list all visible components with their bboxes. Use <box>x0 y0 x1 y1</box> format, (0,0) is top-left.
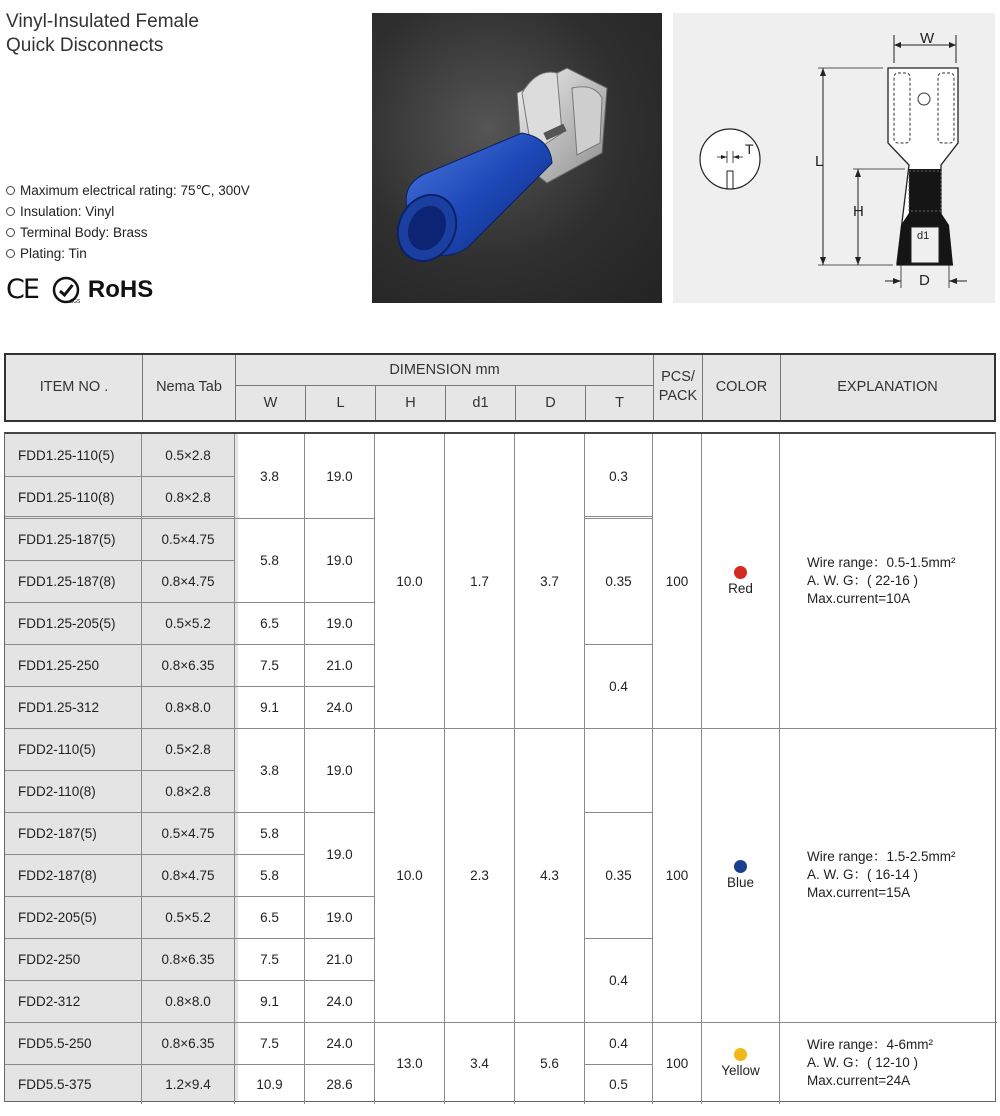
dim-w-cell: 7.5 <box>260 1035 279 1051</box>
l-label: L <box>815 153 824 170</box>
bullet-icon <box>6 228 15 237</box>
nema-tab-cell: 0.8×6.35 <box>161 657 215 673</box>
color-dot-icon <box>734 1048 747 1061</box>
title-line-1: Vinyl-Insulated Female <box>6 11 199 32</box>
w-label: W <box>920 30 935 47</box>
color-name: Yellow <box>721 1063 760 1078</box>
header-explanation: EXPLANATION <box>837 379 938 395</box>
dim-d-cell: 4.3 <box>540 867 559 883</box>
header-nema: Nema Tab <box>156 379 222 395</box>
dim-d1-cell: 2.3 <box>470 867 489 883</box>
pcs-pack-cell: 100 <box>665 573 689 589</box>
dim-l-cell: 19.0 <box>326 468 353 484</box>
nema-tab-cell: 0.8×2.8 <box>165 489 211 505</box>
t-label: T <box>745 141 754 157</box>
item-number-cell: FDD2-110(8) <box>18 783 96 799</box>
dim-d-cell: 5.6 <box>540 1055 559 1071</box>
nema-tab-cell: 0.5×5.2 <box>165 909 211 925</box>
dim-w-cell: 10.9 <box>256 1076 283 1092</box>
item-number-cell: FDD2-187(8) <box>18 867 97 883</box>
dim-l-cell: 19.0 <box>326 552 353 568</box>
header-t: T <box>615 394 624 411</box>
dim-h-cell: 13.0 <box>396 1055 423 1071</box>
color-dot-icon <box>734 566 747 579</box>
rohs-mark: RoHS <box>87 275 154 303</box>
product-table <box>4 353 996 1092</box>
dim-l-cell: 19.0 <box>326 909 353 925</box>
dim-t-cell: 0.5 <box>609 1076 628 1092</box>
item-number-cell: FDD1.25-187(5) <box>18 531 116 547</box>
dim-l-cell: 24.0 <box>326 1035 353 1051</box>
color-cell <box>702 1022 779 1104</box>
header-d: D <box>545 394 556 411</box>
svg-text:SGS: SGS <box>69 298 80 304</box>
dim-t-cell: 0.35 <box>605 867 632 883</box>
color-name: Red <box>728 581 753 596</box>
header-w: W <box>263 394 278 411</box>
terminal-illustration <box>372 13 662 303</box>
item-number-cell: FDD2-312 <box>18 993 81 1009</box>
dim-d-cell: 3.7 <box>540 573 559 589</box>
color-cell <box>702 434 779 728</box>
dim-w-cell: 6.5 <box>260 615 279 631</box>
dim-t-cell: 0.35 <box>605 573 632 589</box>
header-dimension: DIMENSION mm <box>389 361 500 378</box>
d1-label: d1 <box>917 230 930 242</box>
dim-l-cell: 28.6 <box>326 1076 353 1092</box>
dim-l-cell: 24.0 <box>326 699 353 715</box>
nema-tab-cell: 0.8×4.75 <box>161 867 215 883</box>
explanation-line: A. W. G：( 12-10 ) <box>807 1055 919 1070</box>
explanation-line: Max.current=15A <box>807 885 911 900</box>
header-l: L <box>336 394 345 411</box>
dim-d1-cell: 3.4 <box>470 1055 489 1071</box>
color-name: Blue <box>726 875 755 890</box>
dim-w-cell: 9.1 <box>260 699 279 715</box>
header-pcs-pack: PCS/ PACK <box>658 369 698 404</box>
explanation-line: A. W. G：( 22-16 ) <box>807 573 919 588</box>
pcs-pack-cell: 100 <box>665 1055 689 1071</box>
item-number-cell: FDD1.25-187(8) <box>18 573 116 589</box>
header-d1: d1 <box>472 394 489 411</box>
dim-d1-cell: 1.7 <box>470 573 489 589</box>
product-photo <box>372 13 662 303</box>
explanation-cell <box>807 728 991 1022</box>
spec-list <box>6 180 250 264</box>
header-h: H <box>405 394 416 411</box>
nema-tab-cell: 0.8×8.0 <box>165 993 211 1009</box>
dim-t-cell: 0.4 <box>609 678 628 694</box>
nema-tab-cell: 0.5×2.8 <box>165 741 211 757</box>
item-number-cell: FDD5.5-375 <box>18 1076 92 1092</box>
dim-l-cell: 21.0 <box>326 657 353 673</box>
dim-w-cell: 5.8 <box>260 825 279 841</box>
dim-t-cell: 0.3 <box>609 468 628 484</box>
bullet-icon <box>6 249 15 258</box>
dim-w-cell: 7.5 <box>260 951 279 967</box>
explanation-cell <box>807 434 991 728</box>
nema-tab-cell: 0.5×4.75 <box>161 825 215 841</box>
item-number-cell: FDD1.25-110(5) <box>18 447 115 463</box>
h-label: H <box>853 203 864 220</box>
nema-tab-cell: 0.8×2.8 <box>165 783 211 799</box>
item-number-cell: FDD5.5-250 <box>18 1035 92 1051</box>
dim-h-cell: 10.0 <box>396 867 423 883</box>
certification-marks <box>6 274 153 305</box>
nema-tab-cell: 0.8×6.35 <box>161 1035 215 1051</box>
dim-t-cell: 0.4 <box>609 972 628 988</box>
nema-tab-cell: 0.5×4.75 <box>161 531 215 547</box>
item-number-cell: FDD2-187(5) <box>18 825 97 841</box>
explanation-line: Wire range：1.5-2.5mm² <box>807 849 956 864</box>
dim-h-cell: 10.0 <box>396 573 423 589</box>
dim-w-cell: 3.8 <box>260 468 279 484</box>
spec-item: Maximum electrical rating: 75℃, 300V <box>6 180 250 201</box>
nema-tab-cell: 0.5×5.2 <box>165 615 211 631</box>
dim-l-cell: 19.0 <box>326 846 353 862</box>
d-label: D <box>919 272 930 289</box>
dim-w-cell: 7.5 <box>260 657 279 673</box>
item-number-cell: FDD1.25-205(5) <box>18 615 116 631</box>
dim-w-cell: 5.8 <box>260 867 279 883</box>
item-number-cell: FDD1.25-312 <box>18 699 100 715</box>
item-number-cell: FDD2-205(5) <box>18 909 97 925</box>
nema-tab-cell: 1.2×9.4 <box>165 1076 211 1092</box>
spec-item: Insulation: Vinyl <box>6 201 250 222</box>
bullet-icon <box>6 207 15 216</box>
nema-tab-cell: 0.8×4.75 <box>161 573 215 589</box>
explanation-line: A. W. G：( 16-14 ) <box>807 867 919 882</box>
dim-t-cell: 0.4 <box>609 1035 628 1051</box>
dim-w-cell: 3.8 <box>260 762 279 778</box>
explanation-cell <box>807 1022 991 1104</box>
nema-tab-cell: 0.8×6.35 <box>161 951 215 967</box>
dim-w-cell: 9.1 <box>260 993 279 1009</box>
table-header <box>4 353 996 422</box>
header-item: ITEM NO . <box>39 379 109 395</box>
spec-item: Plating: Tin <box>6 243 250 264</box>
header-color: COLOR <box>715 379 768 395</box>
spec-item: Terminal Body: Brass <box>6 222 250 243</box>
dimension-drawing <box>673 13 995 303</box>
explanation-line: Wire range：0.5-1.5mm² <box>807 555 956 570</box>
explanation-line: Max.current=24A <box>807 1073 911 1088</box>
table-body <box>4 432 996 1102</box>
dim-w-cell: 5.8 <box>260 552 279 568</box>
item-number-cell: FDD2-110(5) <box>18 741 96 757</box>
page-title <box>6 10 199 58</box>
dim-w-cell: 6.5 <box>260 909 279 925</box>
dim-l-cell: 21.0 <box>326 951 353 967</box>
item-number-cell: FDD1.25-110(8) <box>18 489 115 505</box>
title-line-2: Quick Disconnects <box>6 35 164 56</box>
color-dot-icon <box>734 860 747 873</box>
item-number-cell: FDD2-250 <box>18 951 81 967</box>
nema-tab-cell: 0.8×8.0 <box>165 699 211 715</box>
pcs-pack-cell: 100 <box>665 867 689 883</box>
bullet-icon <box>6 186 15 195</box>
dim-l-cell: 24.0 <box>326 993 353 1009</box>
sgs-mark-icon <box>52 276 80 304</box>
dim-l-cell: 19.0 <box>326 762 353 778</box>
explanation-line: Wire range：4-6mm² <box>807 1037 934 1052</box>
dim-l-cell: 19.0 <box>326 615 353 631</box>
ce-mark-icon: CE <box>6 274 38 305</box>
item-number-cell: FDD1.25-250 <box>18 657 100 673</box>
nema-tab-cell: 0.5×2.8 <box>165 447 211 463</box>
color-cell <box>702 728 779 1022</box>
explanation-line: Max.current=10A <box>807 591 911 606</box>
